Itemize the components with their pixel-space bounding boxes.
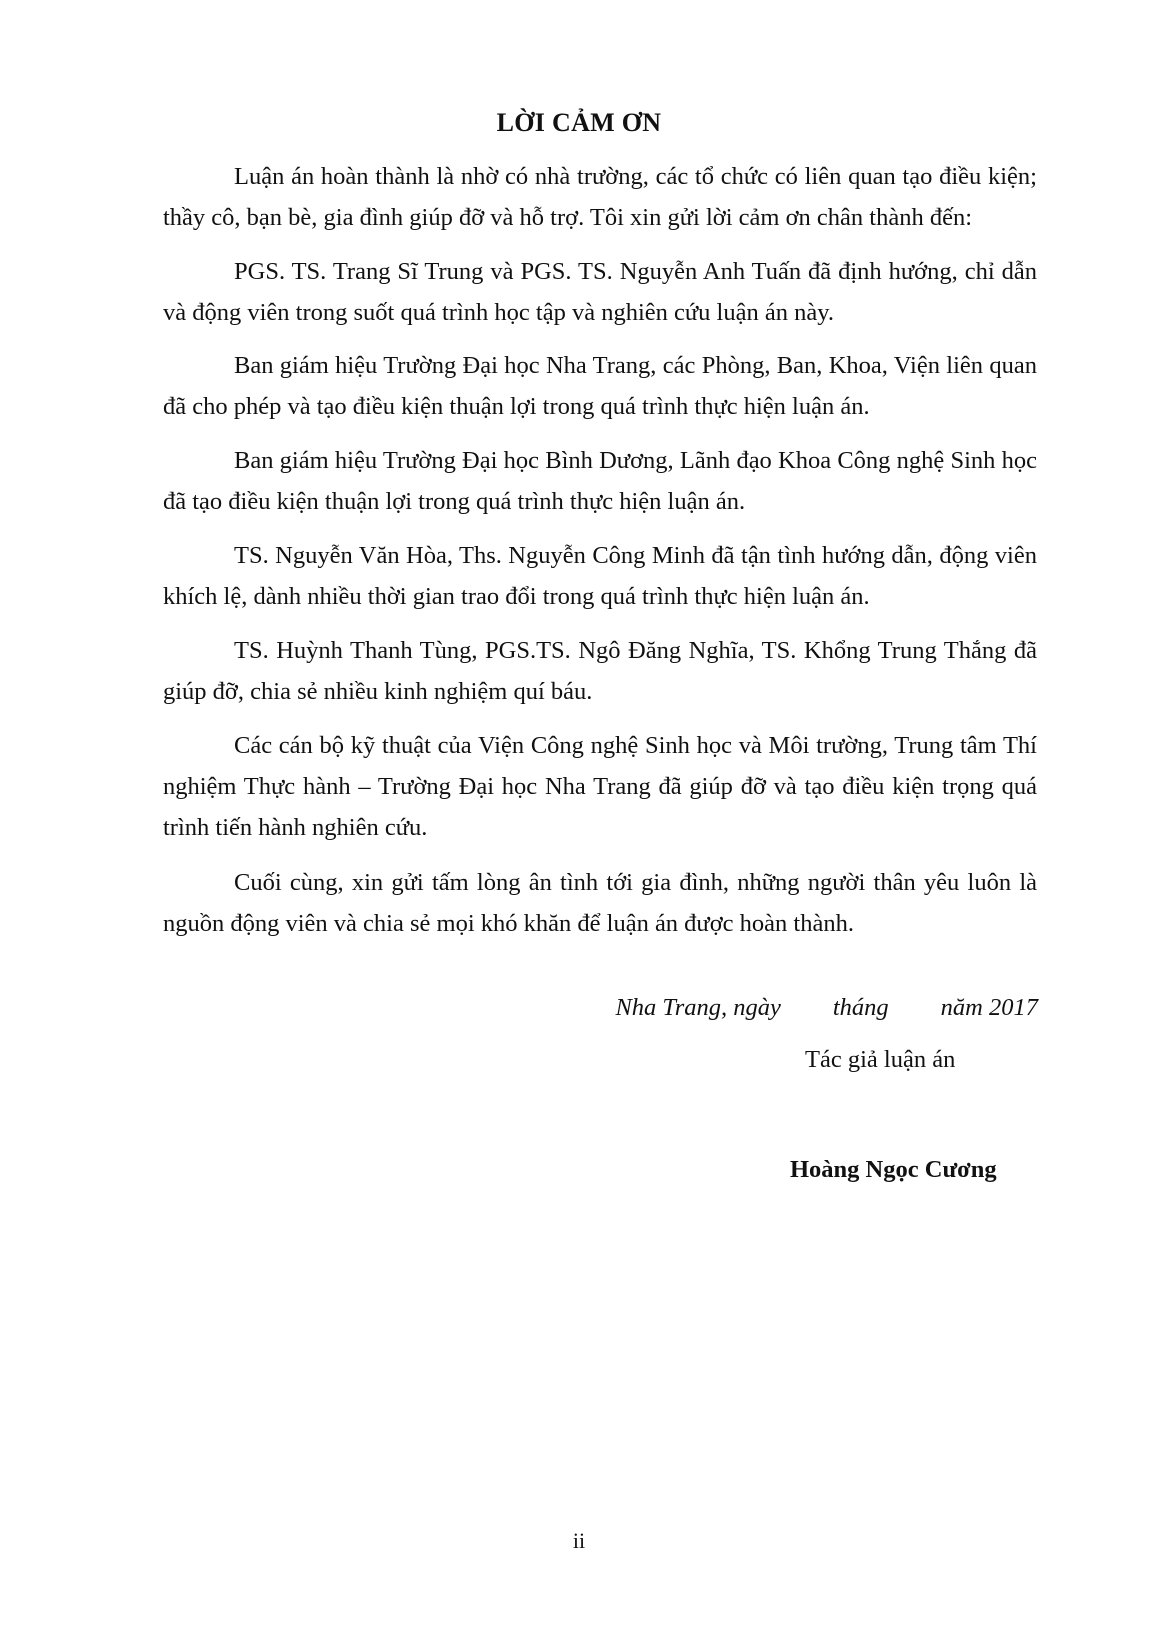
author-label: Tác giả luận án bbox=[805, 1046, 956, 1073]
paragraph-nha-trang-university: Ban giám hiệu Trường Đại học Nha Trang, các Phòng, Ban, Khoa, Viện liên quan đã cho phép và tạo điều kiện thuận lợi trong quá trình thực hiện luận án. bbox=[163, 352, 1037, 420]
paragraph-intro: Luận án hoàn thành là nhờ có nhà trường, các tổ chức có liên quan tạo điều kiện; thầy cô, bạn bè, gia đình giúp đỡ và hỗ trợ. Tôi xin gửi lời cảm ơn chân thành đến: bbox=[163, 163, 1037, 231]
page-number: ii bbox=[572, 1528, 586, 1553]
date-place: Nha Trang, ngày bbox=[615, 994, 781, 1021]
paragraph-supervisors: PGS. TS. Trang Sĩ Trung và PGS. TS. Nguyễn Anh Tuấn đã định hướng, chỉ dẫn và động viên trong suốt quá trình học tập và nghiên cứu luận án này. bbox=[163, 258, 1037, 326]
paragraph-advisors: TS. Huỳnh Thanh Tùng, PGS.TS. Ngô Đăng Nghĩa, TS. Khổng Trung Thắng đã giúp đỡ, chia sẻ nhiều kinh nghiệm quí báu. bbox=[163, 637, 1037, 705]
date-year: năm 2017 bbox=[940, 994, 1038, 1021]
date-month: tháng bbox=[832, 994, 889, 1021]
paragraph-family: Cuối cùng, xin gửi tấm lòng ân tình tới gia đình, những người thân yêu luôn là nguồn động viên và chia sẻ mọi khó khăn để luận án được hoàn thành. bbox=[163, 869, 1037, 937]
date-line bbox=[520, 993, 1038, 1023]
page-title: LỜI CẢM ƠN bbox=[496, 108, 662, 137]
author-name: Hoàng Ngọc Cương bbox=[790, 1156, 997, 1183]
paragraph-technical-staff: Các cán bộ kỹ thuật của Viện Công nghệ Sinh học và Môi trường, Trung tâm Thí nghiệm Thực hành – Trường Đại học Nha Trang đã giúp đỡ và tạo điều kiện trọng quá trình tiến hành nghiên cứu. bbox=[163, 732, 1037, 841]
paragraph-binh-duong-university: Ban giám hiệu Trường Đại học Bình Dương, Lãnh đạo Khoa Công nghệ Sinh học đã tạo điều kiện thuận lợi trong quá trình thực hiện luận án. bbox=[163, 447, 1037, 515]
paragraph-colleagues: TS. Nguyễn Văn Hòa, Ths. Nguyễn Công Minh đã tận tình hướng dẫn, động viên khích lệ, dành nhiều thời gian trao đổi trong quá trình thực hiện luận án. bbox=[163, 542, 1037, 610]
